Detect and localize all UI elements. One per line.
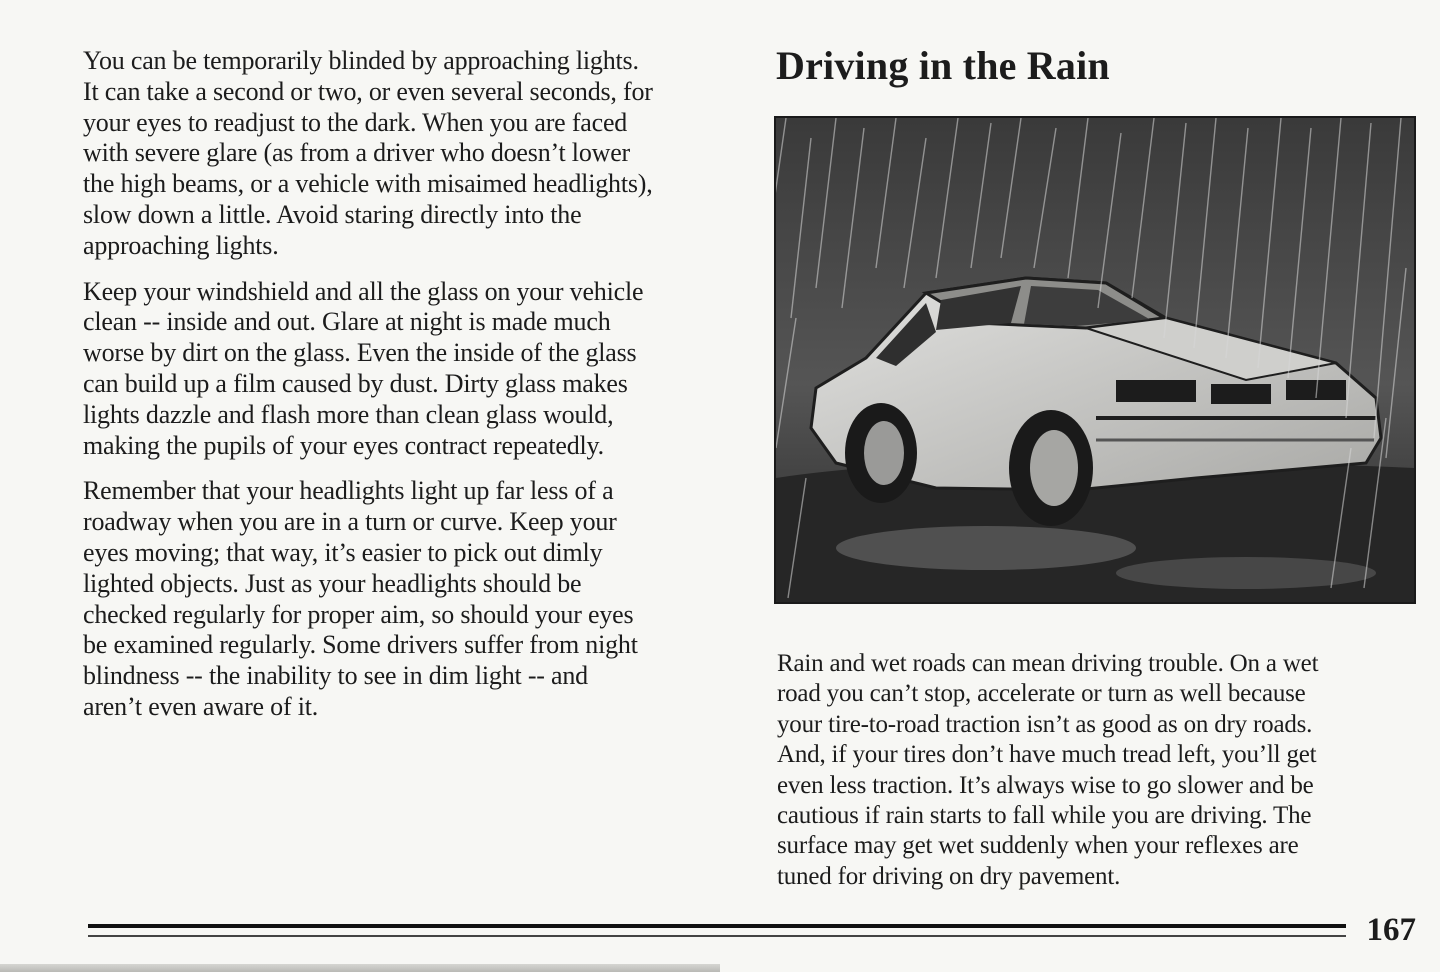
right-column <box>777 649 1417 907</box>
page-number: 167 <box>1366 912 1416 948</box>
car-in-rain-illustration <box>774 116 1416 604</box>
paragraph-rain: Rain and wet roads can mean driving trouble. On a wet road you can’t stop, accelerate or turn as well because your tire-to-road traction isn’t as good as on dry roads. And, if your tires don’t have much tread left, you’ll get even less traction. It’s always wise to go slower and be cautious if rain starts to fall while you are driving. The surface may get wet suddenly when your reflexes are tuned for driving on dry pavement. <box>777 650 1319 890</box>
section-heading: Driving in the Rain <box>776 43 1110 88</box>
footer-rule-thick <box>88 924 1346 928</box>
paragraph-glare: You can be temporarily blinded by approaching lights. It can take a second or two, or even several seconds, for your eyes to readjust to the dark. When you are faced with severe glare (as from a driver who doesn’t lower the high beams, or a vehicle with misaimed headlights), slow down a little. Avoid staring directly into the approaching lights. <box>83 46 653 260</box>
left-column <box>83 46 723 738</box>
footer-rule-thin <box>88 935 1346 937</box>
paragraph-headlights: Remember that your headlights light up far less of a roadway when you are in a turn or curve. Keep your eyes moving; that way, it’s easier to pick out dimly lighted objects. Just as your headlights should be checked regularly for proper aim, so should your eyes be examined regularly. Some drivers suffer from night blindness -- the inability to see in dim light -- and aren’t even aware of it. <box>83 476 638 721</box>
paragraph-windshield: Keep your windshield and all the glass on your vehicle clean -- inside and out. Glare at night is made much worse by dirt on the glass. Even the inside of the glass can build up a film caused by dust. Dirty glass makes lights dazzle and flash more than clean glass would, making the pupils of your eyes contract repeatedly. <box>83 276 644 460</box>
scan-edge-shadow <box>0 964 720 972</box>
